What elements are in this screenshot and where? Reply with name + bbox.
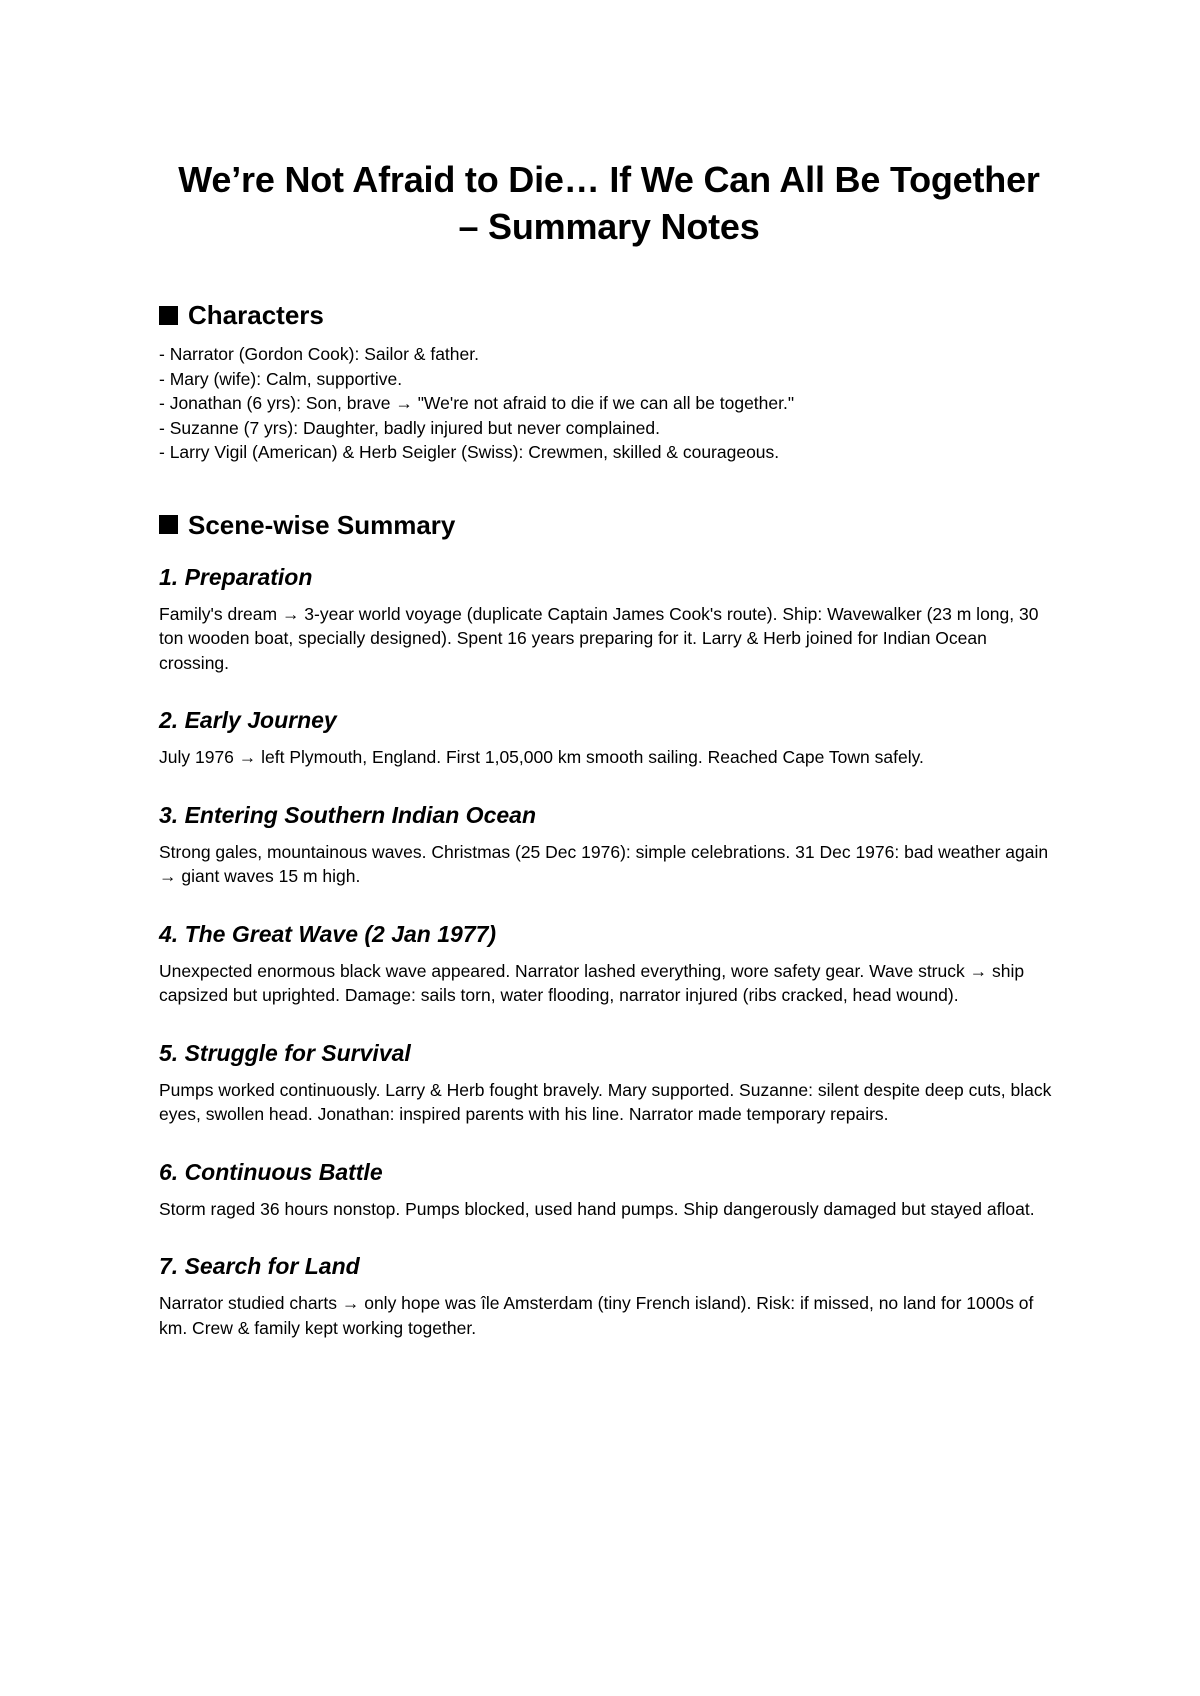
scene-title: 7. Search for Land xyxy=(159,1253,360,1279)
scene-text: Unexpected enormous black wave appeared. Narrator lashed everything, wore safety gear. Wave struck → ship capsized but uprighted. Damage: sails torn, water flooding, narrator injured (ribs cracked, head wound). xyxy=(159,960,1025,1005)
scene-title: 1. Preparation xyxy=(159,563,313,590)
document-title xyxy=(159,156,1059,250)
list-item: - Narrator (Gordon Cook): Sailor & father. xyxy=(159,344,479,364)
scene-text: Strong gales, mountainous waves. Christmas (25 Dec 1976): simple celebrations. 31 Dec 1976: bad weather again → giant waves 15 m high. xyxy=(159,841,1049,886)
scene-list xyxy=(159,562,1059,1341)
characters-heading-label: Characters xyxy=(188,300,324,330)
characters-heading xyxy=(159,298,1059,332)
document-page xyxy=(159,156,1059,1340)
scene-item xyxy=(159,705,1059,770)
scene-text: Family's dream → 3-year world voyage (duplicate Captain James Cook's route). Ship: Wavewalker (23 m long, 30 ton wooden boat, specially designed). Spent 16 years preparing for it. Larry & Herb joined for Indian Ocean crossing. xyxy=(159,603,1039,673)
list-item: - Suzanne (7 yrs): Daughter, badly injured but never complained. xyxy=(159,417,660,438)
characters-list xyxy=(159,342,1059,465)
scene-item xyxy=(159,800,1059,889)
title-line-2: – Summary Notes xyxy=(458,206,760,247)
summary-heading xyxy=(159,508,1059,542)
scene-title: 3. Entering Southern Indian Ocean xyxy=(159,801,536,828)
scene-item xyxy=(159,1038,1059,1127)
list-item: - Larry Vigil (American) & Herb Seigler (Swiss): Crewmen, skilled & courageous. xyxy=(159,442,780,462)
scene-title: 6. Continuous Battle xyxy=(159,1158,383,1185)
scene-title: 4. The Great Wave (2 Jan 1977) xyxy=(159,920,497,947)
scene-text: Storm raged 36 hours nonstop. Pumps blocked, used hand pumps. Ship dangerously damaged but stayed afloat. xyxy=(159,1198,1035,1219)
scene-text: July 1976 → left Plymouth, England. First 1,05,000 km smooth sailing. Reached Cape Town safely. xyxy=(159,747,924,767)
black-square-icon xyxy=(159,515,178,534)
scene-item xyxy=(159,919,1059,1008)
scene-text: Pumps worked continuously. Larry & Herb fought bravely. Mary supported. Suzanne: silent despite deep cuts, black eyes, swollen head. Jonathan: inspired parents with his line. Narrator made temporary repairs. xyxy=(159,1079,1052,1124)
scene-item xyxy=(159,1251,1059,1340)
summary-heading-label: Scene-wise Summary xyxy=(188,509,456,540)
list-item: - Mary (wife): Calm, supportive. xyxy=(159,368,403,389)
scene-item xyxy=(159,562,1059,676)
scene-title: 2. Early Journey xyxy=(159,707,337,733)
scene-item xyxy=(159,1157,1059,1222)
list-item: - Jonathan (6 yrs): Son, brave → "We're not afraid to die if we can all be together." xyxy=(159,393,795,413)
scene-title: 5. Struggle for Survival xyxy=(159,1039,411,1066)
scene-text: Narrator studied charts → only hope was île Amsterdam (tiny French island). Risk: if missed, no land for 1000s of km. Crew & family kept working together. xyxy=(159,1293,1034,1338)
title-line-1: We’re Not Afraid to Die… If We Can All Be Together xyxy=(178,159,1040,200)
black-square-icon xyxy=(159,306,178,325)
